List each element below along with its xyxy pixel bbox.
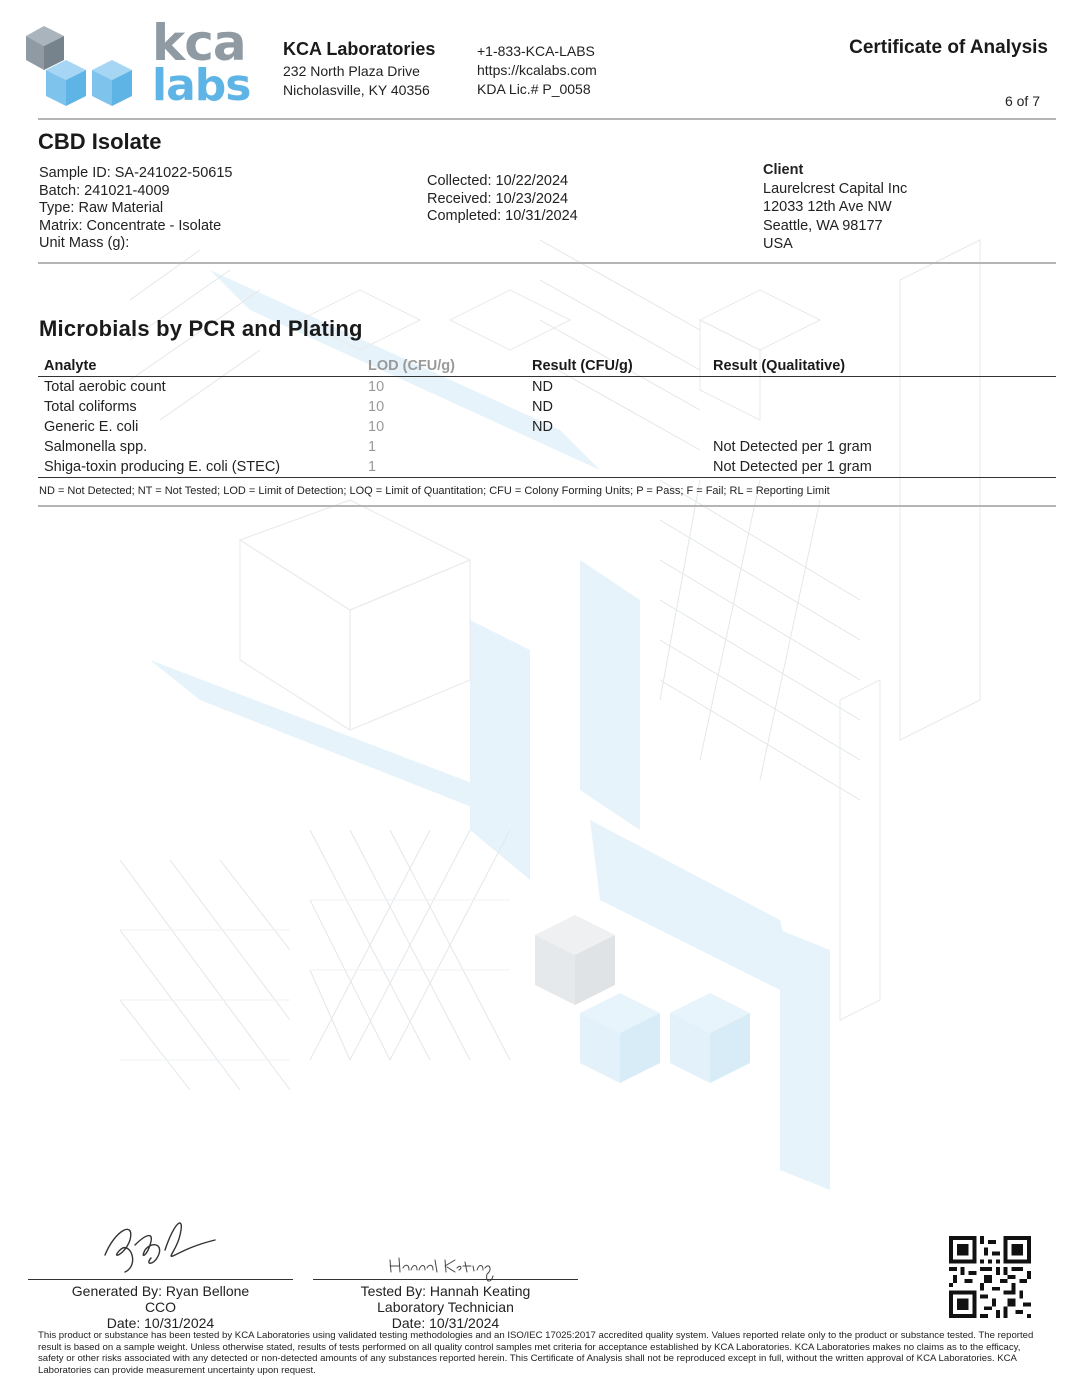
result-cell: [526, 457, 707, 477]
header-result-cfu: Result (CFU/g): [526, 356, 707, 377]
lab-license: KDA Lic.# P_0058: [477, 81, 591, 97]
section-title-microbials: Microbials by PCR and Plating: [39, 316, 363, 341]
lod-cell: 10: [368, 379, 385, 395]
result-cell: ND: [532, 399, 553, 415]
qualitative-cell: [707, 417, 1056, 437]
lod-cell: 10: [368, 419, 385, 435]
lab-name: KCA Laboratories: [283, 39, 436, 59]
page-number: 6 of 7: [1004, 93, 1040, 109]
tested-by-date: Date: 10/31/2024: [391, 1315, 500, 1331]
client-street: 12033 12th Ave NW: [763, 199, 892, 215]
table-row: [38, 457, 1056, 477]
client-name: Laurelcrest Capital Inc: [763, 180, 908, 197]
generated-by-role: CCO: [144, 1299, 177, 1315]
signature-line-tested: [313, 1279, 578, 1280]
lab-website[interactable]: https://kcalabs.com: [477, 62, 597, 78]
table-row: [38, 377, 1056, 398]
section-divider: [38, 505, 1056, 507]
client-country: USA: [763, 236, 793, 252]
collected-date: Collected: 10/22/2024: [427, 173, 569, 189]
analyte-cell: Total aerobic count: [44, 379, 166, 395]
batch-number: Batch: 241021-4009: [39, 182, 170, 199]
lod-cell: 10: [368, 399, 385, 415]
result-cell: ND: [532, 379, 553, 395]
qualitative-cell: Not Detected per 1 gram: [713, 459, 872, 475]
signature-ryan-bellone: [95, 1210, 235, 1280]
lab-address-line2: Nicholasville, KY 40356: [283, 82, 430, 98]
table-row: [38, 417, 1056, 437]
legal-disclaimer: This product or substance has been tested by KCA Laboratories using validated testing methodologies and an ISO/IEC 17025:2017 accredited quality system. Values reported relate only to the product or substance tested. The reported result is based on a sample weight. Unless otherwise stated, results of tests performed on all quality control samples met criteria for acceptance established by KCA Laboratories. KCA Laboratories makes no claims as to the efficacy, safety or other risks associated with any detected or non-detected amounts of any substances reported herein. This Certificate of Analysis shall not be reproduced except in full, without the written approval of KCA Laboratories. KCA Laboratories can provide measurement uncertainty upon request.: [38, 1330, 1034, 1376]
analyte-cell: Shiga-toxin producing E. coli (STEC): [44, 459, 281, 475]
dates-info: [427, 173, 578, 226]
header-divider: [38, 118, 1056, 120]
lod-cell: 1: [368, 459, 377, 475]
microbials-table: [38, 356, 1056, 477]
client-info: [763, 161, 907, 254]
qr-code-icon[interactable]: [949, 1236, 1031, 1318]
header-lod: LOD (CFU/g): [362, 356, 526, 377]
table-header-row: [38, 356, 1056, 377]
analyte-cell: Generic E. coli: [44, 419, 139, 435]
product-name: CBD Isolate: [38, 129, 162, 154]
sample-matrix: Matrix: Concentrate - Isolate: [39, 217, 222, 234]
sample-info: [39, 165, 232, 253]
result-cell: [526, 437, 707, 457]
logo-word-kca: kca: [152, 14, 246, 72]
generated-by-name: Generated By: Ryan Bellone: [71, 1283, 250, 1299]
abbreviation-legend: ND = Not Detected; NT = Not Tested; LOD = Limit of Detection; LOQ = Limit of Quantitation; CFU = Colony Forming Units; P = Pass; F = Fail; RL = Reporting Limit: [39, 485, 830, 497]
result-cell: ND: [532, 419, 553, 435]
kca-logo: [22, 14, 254, 111]
analyte-cell: Salmonella spp.: [44, 439, 148, 455]
header-analyte: Analyte: [38, 356, 362, 377]
sample-id: Sample ID: SA-241022-50615: [39, 165, 233, 181]
tested-by-role: Laboratory Technician: [377, 1299, 514, 1315]
table-bottom-rule: [38, 477, 1056, 478]
tested-by-block: [313, 1283, 578, 1331]
client-city: Seattle, WA 98177: [763, 217, 883, 234]
unit-mass: Unit Mass (g):: [39, 235, 130, 251]
document-title: Certificate of Analysis: [849, 37, 1048, 58]
cube-logo-icon: [22, 18, 134, 108]
generated-by-block: [28, 1283, 293, 1331]
header-result-qualitative: Result (Qualitative): [707, 356, 1056, 377]
qualitative-cell: [707, 397, 1056, 417]
completed-date: Completed: 10/31/2024: [427, 208, 578, 224]
product-divider: [38, 262, 1056, 264]
qualitative-cell: [707, 377, 1056, 398]
client-heading: Client: [763, 162, 804, 178]
tested-by-name: Tested By: Hannah Keating: [360, 1283, 531, 1299]
received-date: Received: 10/23/2024: [427, 190, 569, 207]
logo-word-labs: labs: [152, 60, 251, 111]
table-row: [38, 437, 1056, 457]
table-row: [38, 397, 1056, 417]
lod-cell: 1: [368, 439, 377, 455]
analyte-cell: Total coliforms: [44, 399, 137, 415]
lab-address-line1: 232 North Plaza Drive: [283, 63, 420, 79]
generated-by-date: Date: 10/31/2024: [106, 1315, 215, 1331]
qualitative-cell: Not Detected per 1 gram: [713, 439, 872, 455]
sample-type: Type: Raw Material: [39, 200, 164, 216]
lab-phone: +1-833-KCA-LABS: [477, 43, 595, 59]
signature-line-generated: [28, 1279, 293, 1280]
